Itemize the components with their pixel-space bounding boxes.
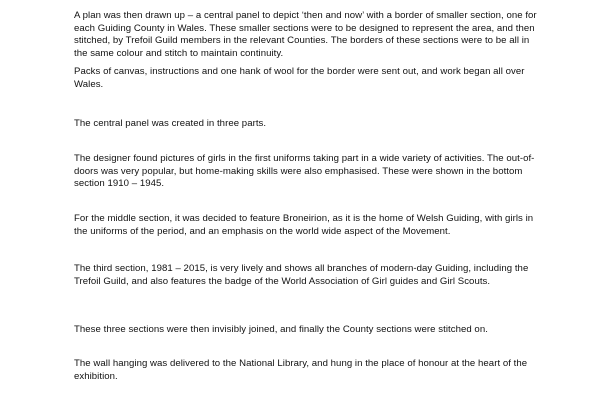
paragraph-third-section: The third section, 1981 – 2015, is very lively and shows all branches of modern-day Guiding, including the Trefoil Guild, and also features the badge of the World Association of Girl guides and Girl Scouts. bbox=[74, 263, 529, 287]
paragraph-joined: These three sections were then invisibly joined, and finally the County sections were stitched on. bbox=[74, 324, 488, 335]
paragraph-central-panel: The central panel was created in three parts. bbox=[74, 118, 267, 129]
paragraph-middle-section: For the middle section, it was decided to feature Broneirion, as it is the home of Welsh Guiding, with girls in the uniforms of the period, and an emphasis on the world wide aspect of the Movement. bbox=[74, 213, 534, 237]
paragraph-packs: Packs of canvas, instructions and one hank of wool for the border were sent out, and work began all over Wales. bbox=[74, 66, 525, 90]
paragraph-wall-hanging: The wall hanging was delivered to the National Library, and hung in the place of honour at the heart of the exhibition. bbox=[74, 358, 528, 382]
paragraph-plan: A plan was then drawn up – a central panel to depict ‘then and now’ with a border of smaller section, one for each Guiding County in Wales. These smaller sections were to be designed to represent the area, and then stitched, by Trefoil Guild members in the relevant Counties. The borders of these sections were to be all in the same colour and stitch to maintain continuity. bbox=[74, 10, 537, 59]
paragraph-designer: The designer found pictures of girls in the first uniforms taking part in a wide variety of activities. The out-of-doors was very popular, but home-making skills were also emphasised. These were shown in the bottom section 1910 – 1945. bbox=[74, 153, 535, 190]
